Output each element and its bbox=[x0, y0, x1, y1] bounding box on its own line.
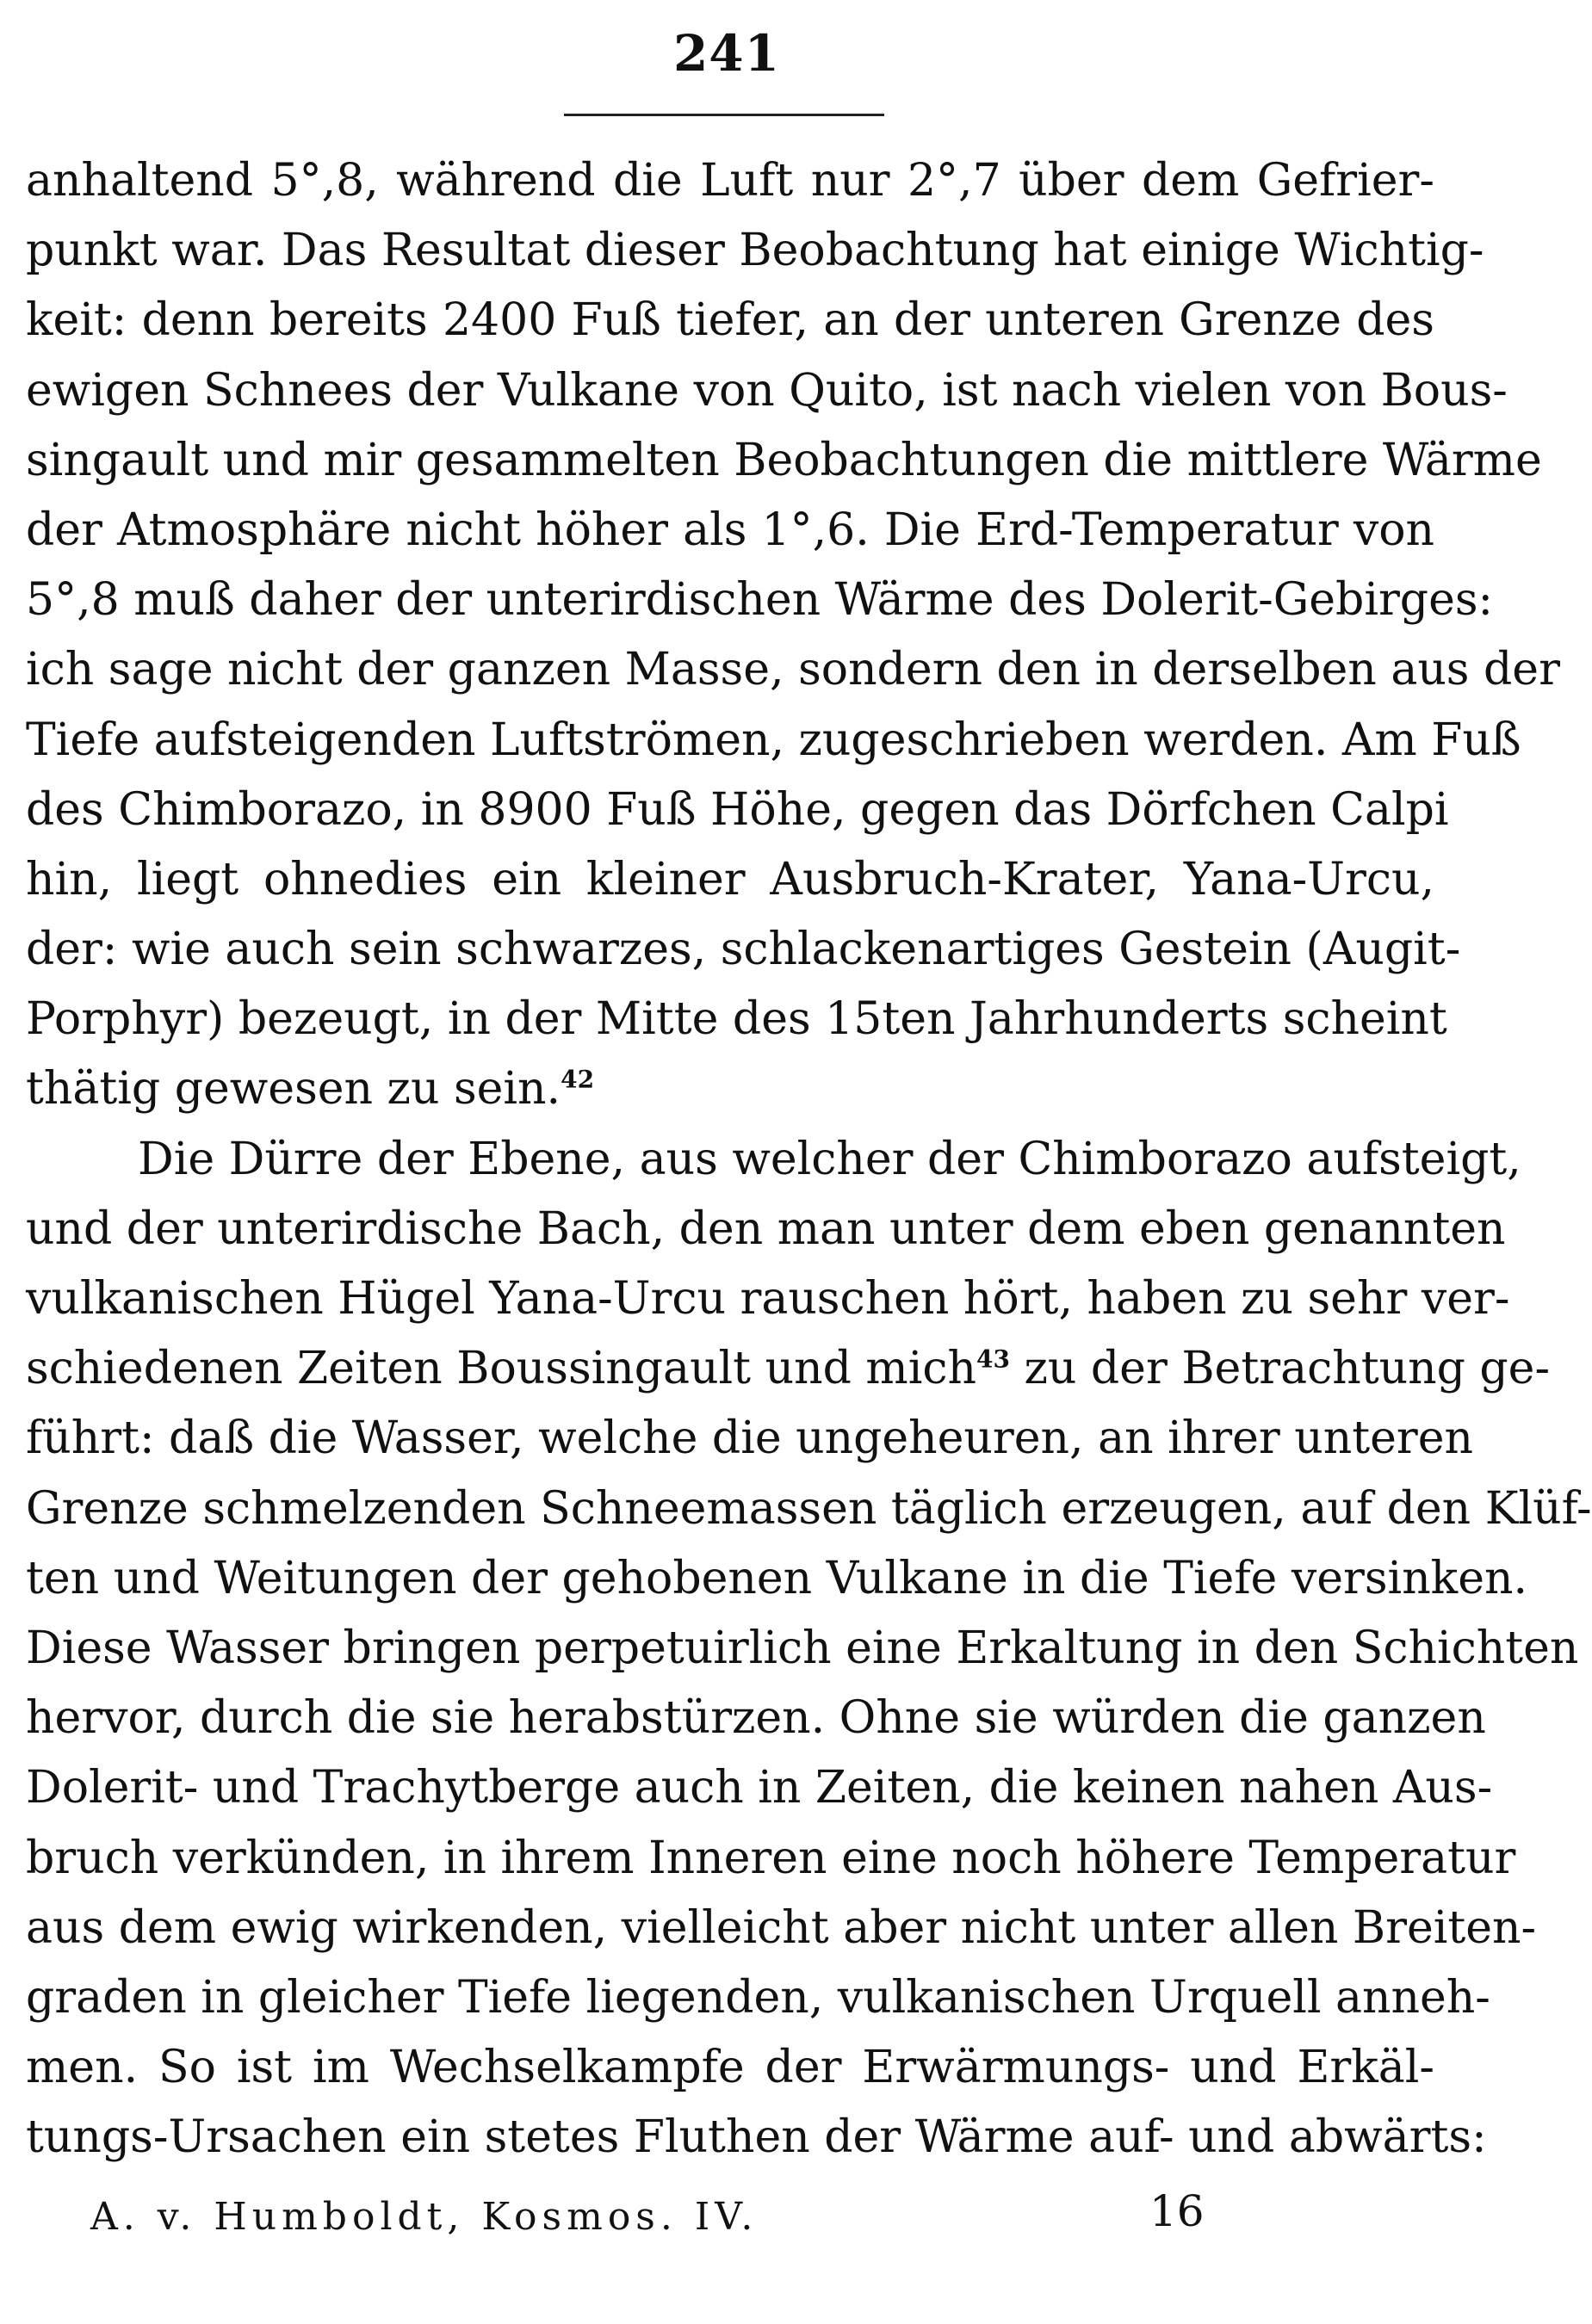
footnote-marker: 43 bbox=[976, 1344, 1010, 1374]
text-line: tungs-Ursachen ein stetes Fluthen der Wärme auf- und abwärts: bbox=[26, 2111, 1487, 2164]
text-line: punkt war. Das Resultat dieser Beobachtung hat einige Wichtig- bbox=[26, 225, 1484, 277]
text-line: vulkanischen Hügel Yana-Urcu rauschen hört, haben zu sehr ver- bbox=[26, 1273, 1510, 1325]
text-line: Tiefe aufsteigenden Luftströmen, zugeschrieben werden. Am Fuß bbox=[26, 714, 1521, 766]
printer-signature: A. v. Humboldt, Kosmos. IV. bbox=[90, 2195, 759, 2239]
text-line: anhaltend 5°,8, während die Luft nur 2°,7 über dem Gefrier- bbox=[26, 155, 1434, 207]
text-line: der Atmosphäre nicht höher als 1°,6. Die Erd-Temperatur von bbox=[26, 504, 1434, 556]
text-line-content: schiedenen Zeiten Boussingault und mich bbox=[26, 1343, 976, 1395]
sheet-number: 16 bbox=[1149, 2186, 1205, 2236]
text-line: Grenze schmelzenden Schneemassen täglich erzeugen, auf den Klüf- bbox=[26, 1482, 1592, 1535]
text-line bbox=[26, 1054, 1434, 1124]
text-line: des Chimborazo, in 8900 Fuß Höhe, gegen das Dörfchen Calpi bbox=[26, 783, 1449, 836]
text-line: Diese Wasser bringen perpetuirlich eine Erkaltung in den Schichten bbox=[26, 1622, 1579, 1674]
text-line: Dolerit- und Trachytberge auch in Zeiten, die keinen nahen Aus- bbox=[26, 1762, 1493, 1814]
page-number: 241 bbox=[672, 24, 781, 83]
header-rule bbox=[564, 114, 884, 116]
text-line: singault und mir gesammelten Beobachtungen die mittlere Wärme bbox=[26, 434, 1542, 486]
text-line-content: zu der Betrachtung ge- bbox=[1024, 1343, 1551, 1395]
text-line: 5°,8 muß daher der unterirdischen Wärme des Dolerit-Gebirges: bbox=[26, 574, 1494, 627]
text-line: ewigen Schnees der Vulkane von Quito, ist nach vielen von Bous- bbox=[26, 364, 1508, 417]
text-line: der: wie auch sein schwarzes, schlackenartiges Gestein (Augit- bbox=[26, 924, 1461, 976]
footnote-marker: 42 bbox=[561, 1066, 595, 1095]
text-line: graden in gleicher Tiefe liegenden, vulkanischen Urquell anneh- bbox=[26, 1971, 1490, 2024]
text-line: Die Dürre der Ebene, aus welcher der Chimborazo aufsteigt, bbox=[138, 1133, 1521, 1185]
page-footer bbox=[0, 2186, 1453, 2264]
text-line: Porphyr) bezeugt, in der Mitte des 15ten Jahrhunderts scheint bbox=[26, 993, 1447, 1046]
text-line bbox=[26, 1334, 1551, 1404]
text-line: bruch verkünden, in ihrem Inneren eine noch höhere Temperatur bbox=[26, 1832, 1516, 1884]
text-line: aus dem ewig wirkenden, vielleicht aber nicht unter allen Breiten- bbox=[26, 1901, 1537, 1954]
text-line: hin, liegt ohnedies ein kleiner Ausbruch-Krater, Yana-Urcu, bbox=[26, 853, 1434, 905]
body-text bbox=[26, 146, 1592, 2173]
text-line: ten und Weitungen der gehobenen Vulkane in die Tiefe versinken. bbox=[26, 1552, 1527, 1604]
text-line-content: thätig gewesen zu sein. bbox=[26, 1063, 561, 1116]
text-line: führt: daß die Wasser, welche die ungeheuren, an ihrer unteren bbox=[26, 1412, 1474, 1465]
text-line: keit: denn bereits 2400 Fuß tiefer, an der unteren Grenze des bbox=[26, 294, 1434, 347]
text-line: und der unterirdische Bach, den man unter dem eben genannten bbox=[26, 1202, 1506, 1255]
text-line: men. So ist im Wechselkampfe der Erwärmungs- und Erkäl- bbox=[26, 2042, 1434, 2094]
text-line: hervor, durch die sie herabstürzen. Ohne sie würden die ganzen bbox=[26, 1692, 1486, 1745]
text-line: ich sage nicht der ganzen Masse, sondern den in derselben aus der bbox=[26, 644, 1560, 696]
